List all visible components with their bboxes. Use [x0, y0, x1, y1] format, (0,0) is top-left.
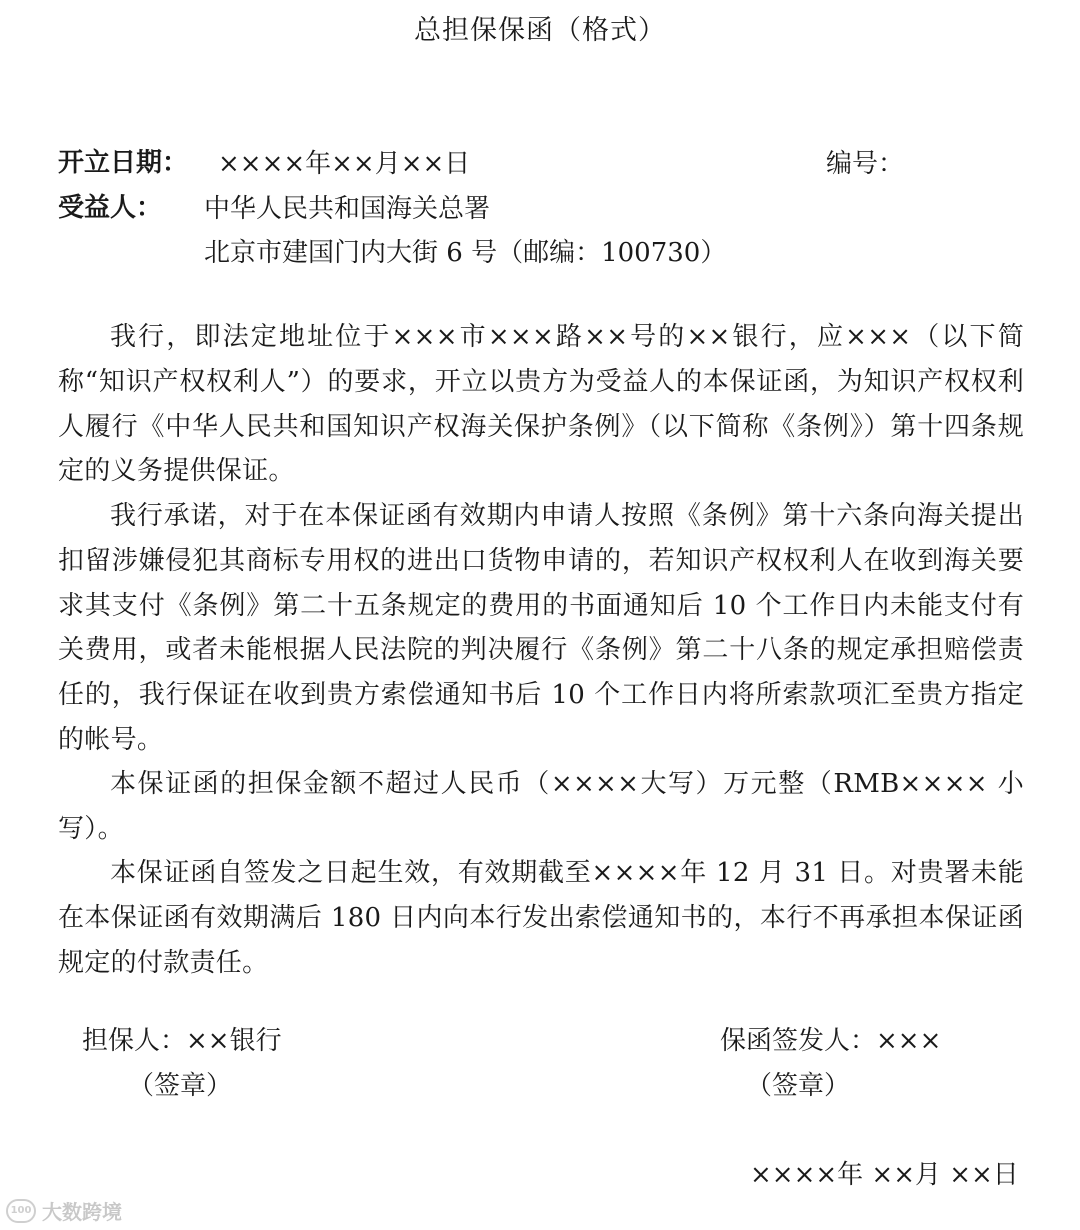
watermark-logo: 100	[6, 1199, 36, 1223]
watermark-brand: 大数跨境	[42, 1200, 122, 1224]
issue-date-label: 开立日期：	[58, 148, 189, 178]
beneficiary-address: 北京市建国门内大街 6 号（邮编：100730）	[204, 238, 727, 268]
document-title: 总担保保函（格式）	[414, 15, 666, 46]
guarantor-line: 担保人：××银行	[82, 1026, 282, 1056]
signing-date: ××××年 ××月 ××日	[750, 1160, 1019, 1190]
issue-date-value: ××××年××月××日	[218, 149, 471, 179]
paragraph-commitment: 我行承诺，对于在本保证函有效期内申请人按照《条例》第十六条向海关提出扣留涉嫌侵犯其商标专用权的进出口货物申请的，若知识产权权利人在收到海关要求其支付《条例》第二十五条规定的费用的书面通知后 10 个工作日内未能支付有关费用，或者未能根据人民法院的判决履行《条例》第二十八条的规定承担赔偿责任的，我行保证在收到贵方索偿通知书后 10 个工作日内将所索款项汇至贵方指定的帐号。	[58, 501, 1024, 755]
document-number-label: 编号：	[826, 149, 905, 179]
paragraph-validity: 本保证函自签发之日起生效，有效期截至××××年 12 月 31 日。对贵署未能在本保证函有效期满后 180 日内向本行发出索偿通知书的，本行不再承担本保证函规定的付款责任。	[58, 858, 1024, 978]
issuer-seal: （签章）	[746, 1071, 851, 1101]
guarantor-seal: （签章）	[128, 1071, 233, 1101]
beneficiary-label: 受益人：	[58, 193, 163, 223]
beneficiary-name: 中华人民共和国海关总署	[204, 194, 491, 224]
watermark	[6, 1196, 122, 1225]
paragraph-amount: 本保证函的担保金额不超过人民币（××××大写）万元整（RMB×××× 小写）。	[58, 769, 1024, 844]
issuer-line: 保函签发人：×××	[720, 1026, 942, 1056]
paragraph-guarantee-scope: 我行，即法定地址位于×××市×××路××号的××银行，应×××（以下简称“知识产权权利人”）的要求，开立以贵方为受益人的本保证函，为知识产权权利人履行《中华人民共和国知识产权海关保护条例》（以下简称《条例》）第十四条规定的义务提供保证。	[58, 322, 1024, 487]
